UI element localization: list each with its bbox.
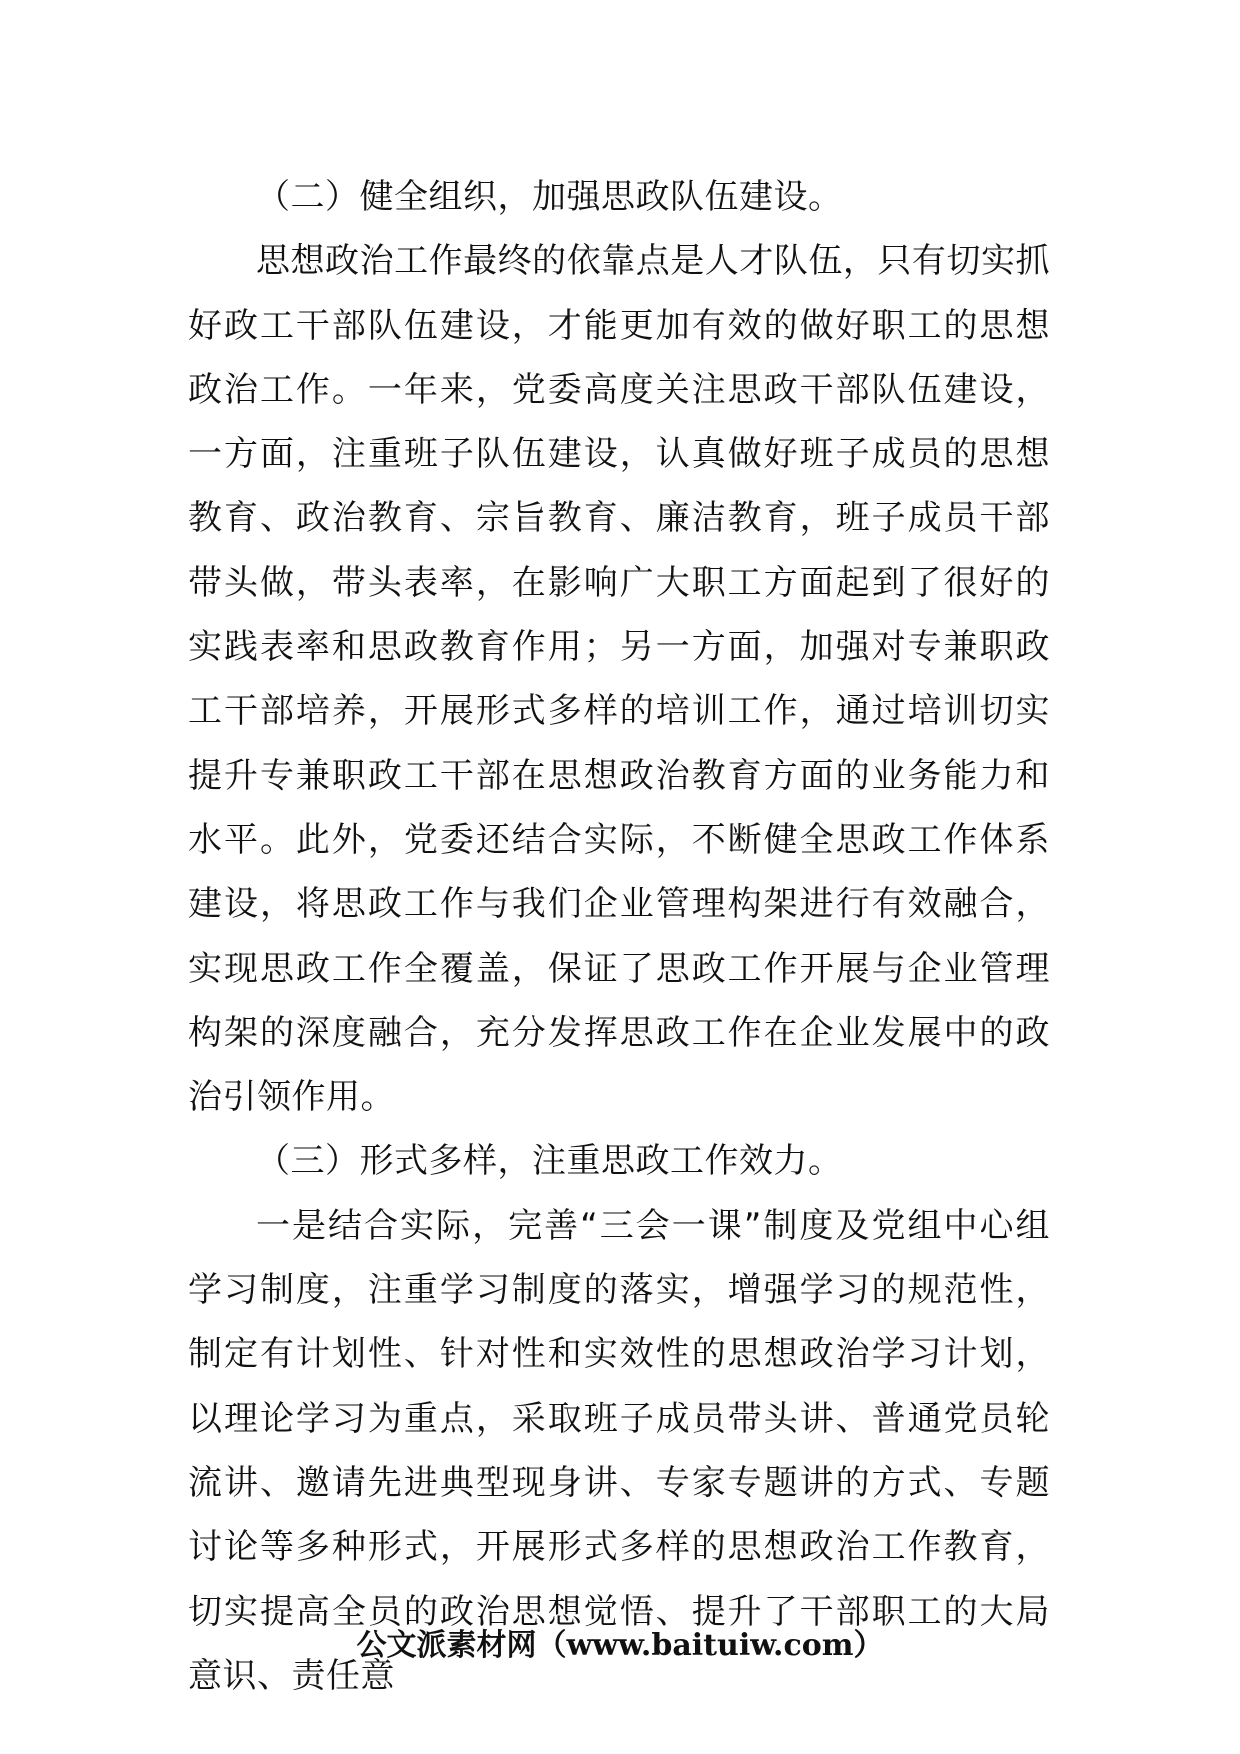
section-heading-three: （三）形式多样，注重思政工作效力。 — [256, 1141, 843, 1182]
paragraph-study-system: 一是结合实际，完善“三会一课”制度及党组中心组学习制度，注重学习制度的落实，增强学习的规范性，制定有计划性、针对性和实效性的思想政治学习计划，以理论学习为重点，采取班子成员带头讲、普通党员轮流讲、邀请先进典型现身讲、专家专题讲的方式、专题讨论等多种形式，开展形式多样的思想政治工作教育，切实提高全员的政治思想觉悟、提升了干部职工的大局意识、责任意 — [188, 1205, 1050, 1696]
document-body — [188, 165, 1050, 1708]
section-heading-two: （二）健全组织，加强思政队伍建设。 — [256, 177, 843, 217]
paragraph-team-building: 思想政治工作最终的依靠点是人才队伍，只有切实抓好政工干部队伍建设，才能更加有效的做好职工的思想政治工作。一年来，党委高度关注思政干部队伍建设，一方面，注重班子队伍建设，认真做好班子成员的思想教育、政治教育、宗旨教育、廉洁教育，班子成员干部带头做，带头表率，在影响广大职工方面起到了很好的实践表率和思政教育作用；另一方面，加强对专兼职政工干部培养，开展形式多样的培训工作，通过培训切实提升专兼职政工干部在思想政治教育方面的业务能力和水平。此外，党委还结合实际，不断健全思政工作体系建设，将思政工作与我们企业管理构架进行有效融合，实现思政工作全覆盖，保证了思政工作开展与企业管理构架的深度融合，充分发挥思政工作在企业发展中的政治引领作用。 — [188, 241, 1050, 1118]
watermark-footer: 公文派素材网（www.baituiw.com） — [356, 1628, 884, 1663]
